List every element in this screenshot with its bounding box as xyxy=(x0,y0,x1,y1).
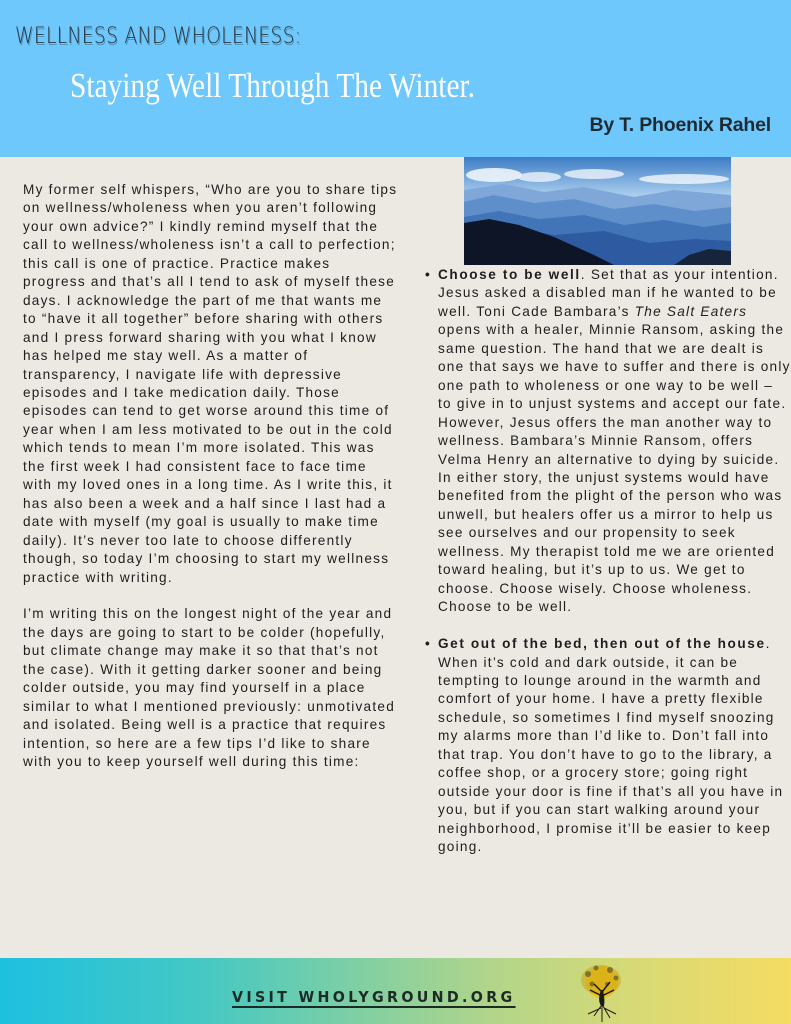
article-header xyxy=(0,0,791,157)
tree-with-sun-logo-icon xyxy=(574,960,630,1024)
tips-column xyxy=(425,266,791,875)
tip-text: opens with a healer, Minnie Ransom, asking the same question. The hand that we are dealt is one that says we have to suffer and there is only one path to wholeness or one way to be well – to give in to unjust systems and accept our fate. However, Jesus offers the man another way to wellness. Bambara’s Minnie Ransom, offers Velma Henry an alternative to dying by suicide. In either story, the unjust systems would have benefited from the plight of the person who was unwell, but healers offer us a mirror to help us see ourselves and our propensity to seek wellness. My therapist told me we are oriented toward healing, but it’s up to us. We get to choose. Choose wisely. Choose wholeness. Choose to be well. xyxy=(438,322,791,615)
bullet-icon: • xyxy=(425,267,432,282)
tip-text: . When it’s cold and dark outside, it can be tempting to lounge around in the warmth and comfort of your home. I have a pretty flexible schedule, so sometimes I find myself snoozing my alarms more than I’d like to. Don’t fall into that trap. You don’t have to go to the library, a coffee shop, or a grocery store; going right outside your door is fine if that’s all you have in you, but if you can start walking around your neighborhood, I promise it’ll be easier to keep going. xyxy=(438,636,784,855)
intro-paragraph: My former self whispers, “Who are you to share tips on wellness/wholeness when you aren’t following your own advice?” I kindly remind myself that the call to wellness/wholeness isn’t a call to perfection; this call is one of practice. Practice makes progress and that’s all I tend to ask of myself these days. I acknowledge the part of me that wants me to “have it all together” before sharing with others and I press forward sharing with you what I know has helped me stay well. As a matter of transparency, I navigate life with depressive episodes and I take medication daily. Those episodes can tend to get worse around this time of year when I am less motivated to be out in the cold which tends to mean I’m more isolated. This was the first week I had consistent face to face time with my loved ones in a long time. As I write this, it has also been a week and a half since I last had a date with myself (my goal is usually to make time daily). It’s never too late to choose differently though, so today I’m choosing to start my wellness practice with writing. xyxy=(23,182,398,585)
misty-mountains-photo xyxy=(464,157,731,265)
intro-column xyxy=(23,181,398,790)
author-byline: By T. Phoenix Rahel xyxy=(589,114,771,136)
tip-text: . Set that as your intention. Jesus asked a disabled man if he wanted to be well. Toni Cade Bambara’s xyxy=(438,267,779,319)
tip-item xyxy=(425,266,791,617)
tip-heading: Get out of the bed, then out of the house xyxy=(438,636,766,652)
tip-item xyxy=(425,635,791,856)
footer-banner xyxy=(0,958,791,1024)
tip-heading: Choose to be well xyxy=(438,267,581,282)
intro-paragraph: I’m writing this on the longest night of the year and the days are going to start to be colder (hopefully, but climate change may make it so that that’s not the case). With it getting darker sooner and being colder outside, you may find yourself in a place similar to what I mentioned previously: unmotivated and isolated. Being well is a practice that requires intention, so here are a few tips I’d like to share with you to keep yourself well during this time: xyxy=(23,606,396,770)
book-title: The Salt Eaters xyxy=(634,303,748,319)
tips-list xyxy=(425,266,791,856)
website-link[interactable]: VISIT WHOLYGROUND.ORG xyxy=(232,988,516,1006)
bullet-icon: • xyxy=(425,636,432,652)
article-title: Staying Well Through The Winter. xyxy=(70,66,476,105)
series-title: WELLNESS AND WHOLENESS: xyxy=(15,24,302,49)
